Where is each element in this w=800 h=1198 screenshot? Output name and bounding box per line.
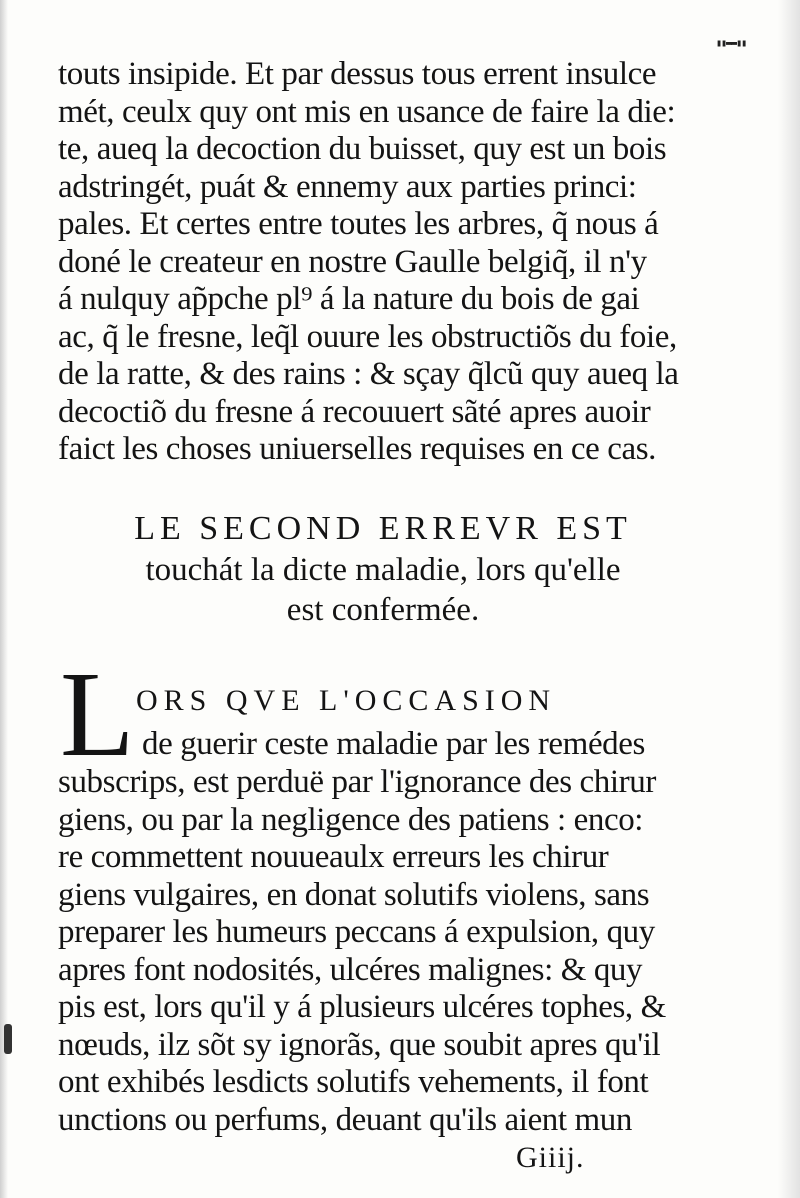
- signature-mark: Giiij.: [516, 1141, 585, 1174]
- section-heading: [58, 508, 708, 630]
- text-line: preparer les humeurs peccans á expulsion, quy: [58, 914, 655, 950]
- text-line: ac, q̃ le fresne, leq̃l ouure les obstructiõs du foie,: [58, 318, 677, 355]
- text-line: touts insipide. Et par dessus tous errent insulce: [58, 56, 657, 92]
- text-line: giens vulgaires, en donat solutifs violens, sans: [58, 876, 650, 913]
- paragraph-body: [58, 764, 708, 1139]
- text-line: unctions ou perfums, deuant qu'ils aient mun: [58, 1101, 632, 1138]
- heading-subtitle-end: est confermée.: [286, 592, 480, 628]
- heading-title: LE SECOND ERREVR EST: [134, 510, 632, 547]
- drop-cap: L: [60, 647, 135, 782]
- page-left-edge: [0, 0, 8, 1198]
- page-right-edge: [778, 0, 800, 1198]
- text-line: te, aueq la decoction du buisset, quy est un bois: [58, 131, 667, 167]
- corner-mark: ▮▮▬▬▮▮: [716, 38, 747, 49]
- text-line: faict les choses uniuerselles requises en ce cas.: [58, 431, 656, 467]
- text-line: doné le createur en nostre Gaulle belgiq̃, il n'y: [58, 243, 647, 280]
- text-line: apres font nodosités, ulcéres malignes: & quy: [58, 951, 643, 988]
- text-line: adstringét, puát & ennemy aux parties princi:: [58, 168, 637, 205]
- text-line: de guerir ceste maladie par les remédes: [142, 726, 645, 762]
- text-line: giens, ou par la negligence des patiens : enco:: [58, 801, 644, 838]
- text-line: á nulquy ap̃pche pl⁹ á la nature du bois de gai: [58, 281, 640, 317]
- text-line: re commettent nouueaulx erreurs les chirur: [58, 839, 609, 875]
- text-line: mét, ceulx quy ont mis en usance de faire la die:: [58, 93, 676, 130]
- top-paragraph: [58, 56, 708, 469]
- text-line: pis est, lors qu'il y á plusieurs ulcéres tophes, &: [58, 989, 666, 1025]
- text-line: de la ratte, & des rains : & sçay q̃lcũ quy aueq la: [58, 356, 679, 392]
- ink-blot: [4, 1024, 12, 1054]
- text-line: subscrips, est perduë par l'ignorance des chirur: [58, 764, 656, 800]
- text-line: decoctiõ du fresne á recouuert sãté apres auoir: [58, 393, 651, 430]
- paragraph-opening-caps: ORS QVE L'OCCASION: [136, 684, 557, 717]
- heading-subtitle: touchát la dicte maladie, lors qu'elle: [145, 552, 621, 588]
- text-line: ont exhibés lesdicts solutifs vehements, il font: [58, 1064, 649, 1100]
- text-line: nœuds, ilz sõt sy ignorãs, que soubit apres qu'il: [58, 1026, 661, 1063]
- text-line: pales. Et certes entre toutes les arbres, q̃ nous á: [58, 206, 659, 242]
